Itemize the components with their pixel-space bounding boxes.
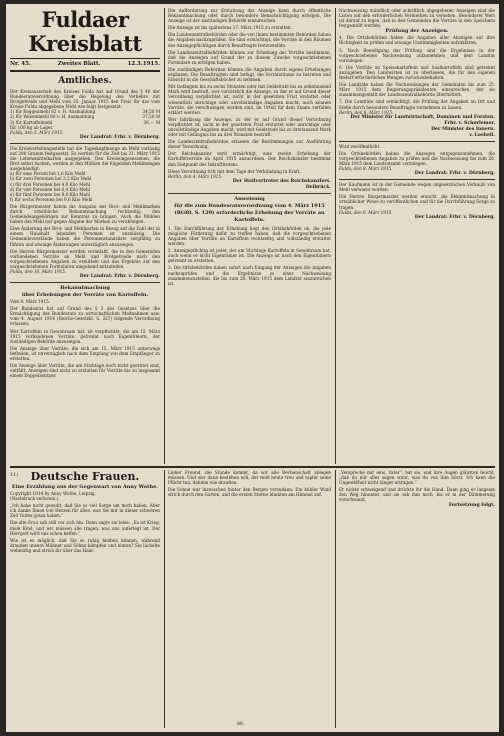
newspaper-page [6, 4, 499, 732]
paragraph: 1. Die Durchführung der Erhebung liegt den Ortsbehörden ob, die jede mögliche Förderung dafür zu treffen haben, daß die vorgeschriebenen Angaben über Vorräte an Kartoffeln rechtzeitig und vollständig erstattet werden. [168, 225, 331, 247]
paragraph: Die Landeszentralbehörden können zur Erhebung der Vorräte bestimmen, daß die Anzeigen auf Grund der zu diesem Zwecke vorgeschriebenen Formulare zu erfolgen haben. [168, 49, 331, 65]
paragraph: Die Anzeige über Vorräte, die sich am 15. März 1915 unterwegs befinden, ist unverzüglich nach dem Empfang von dem Empfänger zu erstatten. [10, 345, 160, 362]
masthead-title: Fuldaer Kreisblatt [10, 8, 160, 59]
paragraph: Diese Verordnung tritt mit dem Tage der Verkündung in Kraft. [168, 168, 301, 174]
divider [10, 282, 160, 283]
paragraph: Wie ist es möglich, daß Sie so ruhig bleiben können, während draußen unsere Männer und Söhne kämpfen und bluten? Sie lächelte wehmütig und strich ihr über das Haar. [10, 537, 160, 553]
paragraph: 7. Die Landräte sind ermächtigt, die Prüfung der Angaben an Ort und Stelle durch besondere Beauftragte vornehmen zu lassen. [339, 99, 495, 110]
paragraph: Der Reichskanzler wird ermächtigt, eine zweite Erhebung der Kartoffelvorräte im April 1915 anzuordnen. Der Reichskanzler bestimmt den Zeitpunkt des Inkrafttretens. [168, 151, 331, 167]
divider [339, 141, 495, 142]
list-item: a) für eine Person bei 1,6 Kilo Mehl [10, 171, 86, 177]
reprint-note: (Nachdruck verboten.) [10, 496, 59, 502]
signature: Der Stellvertreter des Reichskanzlers. [232, 178, 331, 184]
paragraph: Die Landeszentralbehörden erlassen die Bestimmungen zur Ausführung dieser Verordnung. [168, 139, 331, 150]
paragraph: 2. Anzeigepflichtig ist jeder, der am Stichtage Kartoffeln in Gewahrsam hat, auch wenn er nicht Eigentümer ist. Die Anzeige ist nach den Eigentümern getrennt zu erstatten. [168, 248, 331, 264]
copyright-line: Copyright 1914 by Anny Wothe, Leipzig. [10, 491, 96, 496]
price-note: für 100 kg ab Lager. [10, 124, 54, 130]
feuilleton-section [10, 470, 495, 728]
list-item: b) für zwei Personen bei 3,2 Kilo Mehl [10, 176, 92, 182]
signature: Der Landrat: Frhr. v. Dörnberg. [79, 134, 160, 140]
paragraph: Der Kreisausschuß des Kreises Fulda hat auf Grund des § 40 der Bundesratsverordnung über die Regelung des Verkehrs mit Brotgetreide und Mehl vom 25. Januar 1915 den Preis für das vom Kreise Fulda abgegebene Mehl wie folgt festgesetzt: [10, 89, 160, 110]
divider [168, 193, 331, 194]
feuilleton-header [10, 470, 160, 484]
paragraph: Der Kaufmann ist in der Gemeinde wegen ungesetzlichen Verkaufs von Mehl verwarnt worden. [339, 182, 495, 193]
paragraph: Die zuständigen Behörden können die Angaben durch eigene Erhebungen ergänzen. Die Beauftragten sind befugt, die Vorratsräume zu betreten und Einsicht in die Geschäftsbücher zu nehmen. [168, 66, 331, 83]
place-date: Fulda, den 8. März 1915. [339, 209, 393, 215]
list-item: d) für vier Personen bei 6,4 Kilo Mehl [10, 186, 91, 192]
column-rule [164, 8, 165, 464]
paragraph: Wird veröffentlicht. [339, 143, 381, 149]
feuilleton-column-1 [10, 470, 160, 728]
signature-name: Frhr. v. Schorlemer. [444, 120, 495, 126]
list-item: f) für sechs Personen bei 9,6 Kilo Mehl [10, 196, 93, 202]
paragraph: 4. Die Ortsbehörden haben die Angaben aller Anzeigen auf ihre Richtigkeit zu prüfen und etwaige Unstimmigkeiten aufzuklären. [339, 35, 495, 46]
price-row: 1) für Roggenmehl 82 v. H. Ausmahlung 34,50 M [10, 109, 160, 115]
column-3 [339, 8, 495, 464]
paragraph: 6. Die Vorräte an Speisekartoffeln und Saatkartoffeln sind getrennt anzugeben. Den Landwirten ist zu überlassen, die für den eigenen Bedarf erforderlichen Mengen zurückzubehalten. [339, 64, 495, 81]
upper-section [10, 8, 495, 464]
notice-date: Vom 4. März 1915. [10, 299, 51, 305]
paragraph: Die Kreisverteilungsstelle hat die Tageskopfmenge an Mehl vorläufig auf 200 Gramm festgesetzt. Es werden für die Zeit bis 21. März 1915 die Lebensmittelkarten ausgegeben. Den Kreiseingesessenen, die Brot selbst backen, werden in den Mühlen die folgenden Mehlmengen ausgehändigt: [10, 145, 160, 172]
paragraph: Die Anzeige ist bis spätestens 17. März 1915 zu erstatten. [168, 25, 292, 31]
issue-number: Nr. 45. [10, 61, 31, 67]
paragraph: Eine Änderung der Brot- und Mehlkarten in Bezug auf die Zahl der in einem Haushalt lebenden Personen ist unzulässig. Die Gemeindevorstände haben die Personenstandsliste sorgfältig zu führen und etwaige Änderungen unverzüglich anzuzeigen. [10, 226, 160, 247]
place-date: Fulda, den 5. März 1915. [10, 129, 64, 135]
signature: Der Landrat: Frhr. v. Dörnberg. [414, 171, 495, 177]
place-date: Berlin, den 4. März 1915. [168, 173, 223, 179]
issue-date: 12.3.1915. [127, 61, 160, 67]
list-item: e) für fünf Personen bei 8,0 Kilo Mehl [10, 191, 91, 197]
section-divider [10, 466, 495, 468]
paragraph: Die Anzeige über Vorräte, die am Stichtage noch nicht geerntet sind, entfällt. Anzeigen sind nicht zu erstatten für Vorräte bis zu insgesamt einem Doppelzentner. [10, 363, 160, 379]
notice-subtitle: für die zum Bundesratsverordnung vom 4. März 1915 (RGBl. S. 129) erforderliche Erhebung der Vorräte an Kartoffeln. [174, 202, 325, 223]
paragraph: Die Landeszentralbehörden oder die von ihnen bestimmten Behörden haben die Angaben nachzuprüfen. Sie sind ermächtigt, die Vorräte in den Räumen des Anzeigepflichtigen durch Beauftragte festzustellen. [168, 32, 331, 48]
paragraph: Lieber Freund, die Stunde kommt, da wir alle Rechenschaft ablegen müssen. Und wer dann bestehen will, der muß heute treu und tapfer seine Pflicht tun, daheim wie draußen. [168, 470, 331, 486]
notice-subtitle: über Erhebungen der Vorräte von Kartoffeln. [21, 292, 149, 299]
column-rule [335, 470, 336, 728]
paragraph: Die Landräte haben die Nachweisungen der Gemeinden bis zum 25. März 1915 dem Regierungspräsidenten einzureichen, der sie zusammengestellt der Landeszentralbehörde übermittelt. [339, 82, 495, 98]
paragraph: „Verspreche mir eins, Vater“, bat sie, und ihre Augen glänzten feucht, „daß du mir alles sagen wirst, was du von ihm hörst. Ich kann die Ungewißheit nicht länger ertragen.“ [339, 470, 495, 486]
signature-name: v. Loebell. [469, 132, 495, 138]
price-row: 2) für Weizenmehl 80 v. H. Ausmahlung 37,50 M [10, 114, 160, 120]
place-date: Fulda, den 10. März 1915. [10, 269, 67, 274]
paragraph: Die Herren Bürgermeister werden ersucht, die Bekanntmachung in ortsüblicher Weise zu veröffentlichen und für die Durchführung Sorge zu tragen. [339, 194, 495, 210]
masthead-info [10, 59, 160, 72]
paragraph: Mit Gefängnis bis zu sechs Monaten oder mit Geldstrafe bis zu zehntausend Mark wird bestraft, wer vorsätzlich die Anzeige, zu der er auf Grund dieser Verordnung verpflichtet ist, nicht in der gesetzten Frist erstattet oder wissentlich unrichtige oder unvollständige Angaben macht; auch können Vorräte, die verschwiegen worden sind, im Urteil für dem Staate verfallen erklärt werden. [168, 84, 331, 115]
signature: Der Minister des Innern. [431, 126, 495, 132]
paragraph: Die Bürgermeister haben die Ausgabe der Brot- und Mehlmarken durch ortsübliche Bekanntmachung rechtzeitig den Gemeindeangehörigen zur Kenntnis zu bringen. Auch die Mühlen haben das Mehl nur gegen Abgabe der Marken zu verabfolgen. [10, 203, 160, 225]
column-rule [335, 8, 336, 464]
divider [339, 179, 495, 180]
signature: Der Landrat: Frhr. v. Dörnberg. [414, 214, 495, 220]
place-date: Berlin, den 6. März 1915. [339, 109, 394, 115]
place-date: Fulda, den 8. März 1915. [339, 166, 393, 172]
paragraph: 3. Die Ortsbehörden haben sofort nach Eingang der Anzeigen die Angaben nachzuprüfen und die Ergebnisse in einer Nachweisung zusammenzustellen, die bis zum 20. März 1915 dem Landrat einzureichen ist. [168, 265, 331, 286]
column-1 [10, 8, 160, 464]
signature: Der Minister für Landwirtschaft, Domänen und Forsten. [350, 114, 495, 120]
paragraph: Die Aufforderung zur Erstattung der Anzeige kann durch öffentliche Bekanntmachung oder durch besondere Benachrichtigung erfolgen. Die Anzeige ist der zuständigen Behörde einzureichen. [168, 8, 331, 24]
paragraph: Er nickte schweigend und drückte ihr die Hand. Dann ging er langsam den Weg hinunter, und sie sah ihm nach, bis er in der Dämmerung verschwand. [339, 487, 495, 503]
story-subtitle: Eine Erzählung aus der Gegenwart von Anny Wothe. [11, 484, 159, 490]
paragraph: Die Herren Bürgermeister werden veranlaßt, die in den Gemeinden vorhandenen Vorräte an Mehl und Brotgetreide nach den vorgeschriebenen Angaben zu ermitteln und das Ergebnis auf den vorgeschriebenen Formularen umgehend mitzuteilen. [10, 248, 160, 269]
notice-title: Anweisung [234, 195, 265, 202]
story-title: Deutsche Frauen. [30, 470, 140, 483]
page-number: 89. [237, 722, 245, 727]
paragraph: Wer Kartoffeln in Gewahrsam hat, ist verpflichtet, die am 15. März 1915 vorhandenen Vorräte, getrennt nach Eigentümern, der zuständigen Behörde anzuzeigen. [10, 328, 160, 344]
installment-number: 11) [10, 472, 19, 478]
price-row: 3) für Kartoffelmehl 36,— M [10, 119, 160, 125]
signature-name: Delbrück. [305, 184, 331, 190]
continuation-note: Fortsetzung folgt. [448, 502, 495, 508]
paragraph: Die Sonne war inzwischen hinter den Bergen versunken. Ein kühler Wind strich durch den Garten, und die ersten Sterne blinkten am Himmel auf. [168, 487, 331, 498]
divider [10, 143, 160, 144]
column-2 [168, 8, 331, 464]
subheading: Prüfung der Anzeigen. [385, 28, 449, 35]
feuilleton-column-3 [339, 470, 495, 728]
column-rule [164, 470, 165, 728]
paragraph: Die alte Frau sah still vor sich hin. Dann sagte sie leise: „Es ist Krieg, mein Kind, und wir müssen alle tragen, was uns auferlegt ist. Der Herrgott wird uns schon helfen.“ [10, 520, 160, 536]
notice-title: Bekanntmachung [60, 285, 110, 292]
edition: Zweites Blatt. [57, 61, 101, 67]
paragraph: Die Ortsbehörden haben die Anzeigen entgegenzunehmen, die vorgeschriebenen Angaben zu prüfen und die Nachweisung bis zum 20. März 1915 dem Landratsamt vorzulegen. [339, 150, 495, 166]
section-title: Amtliches. [58, 76, 112, 86]
paragraph: Der Bundesrat hat auf Grund des § 3 des Gesetzes über die Ermächtigung des Bundesrats zu wirtschaftlichen Maßnahmen usw. vom 4. August 1914 (Reichs-Gesetzbl. S. 327) folgende Verordnung erlassen: [10, 306, 160, 327]
feuilleton-column-2 [168, 470, 331, 728]
paragraph: Wer fahrlässig die Anzeige, zu der er auf Grund dieser Verordnung verpflichtet ist, nicht in der gesetzten Frist erstattet oder unrichtige oder unvollständige Angaben macht, wird mit Geldstrafe bis zu dreitausend Mark oder mit Gefängnis bis zu drei Monaten bestraft. [168, 116, 331, 138]
list-item: c) für drei Personen bei 4,8 Kilo Mehl [10, 181, 90, 187]
paragraph: „Ich habe nicht gewußt, daß Sie so viel Sorge um mich haben. Aber ich danke Ihnen von Herzen für alles, was Sie mir in dieser schweren Zeit Gutes getan haben.“ [10, 503, 160, 519]
signature: Der Landrat: Frhr. v. Dörnberg. [79, 274, 160, 280]
paragraph: Nachweisung mündlich oder schriftlich abgegebener Anzeigen sind die Listen mit den erforderlichen Vermerken zu versehen. Besonderer Wert ist darauf zu legen, daß in den Gemeinden die Vorräte in den Speichern festgestellt werden. [339, 8, 495, 29]
paragraph: 5. Nach Beendigung der Prüfung sind die Ergebnisse in der vorgeschriebenen Nachweisung aufzunehmen und dem Landrat vorzulegen. [339, 47, 495, 63]
